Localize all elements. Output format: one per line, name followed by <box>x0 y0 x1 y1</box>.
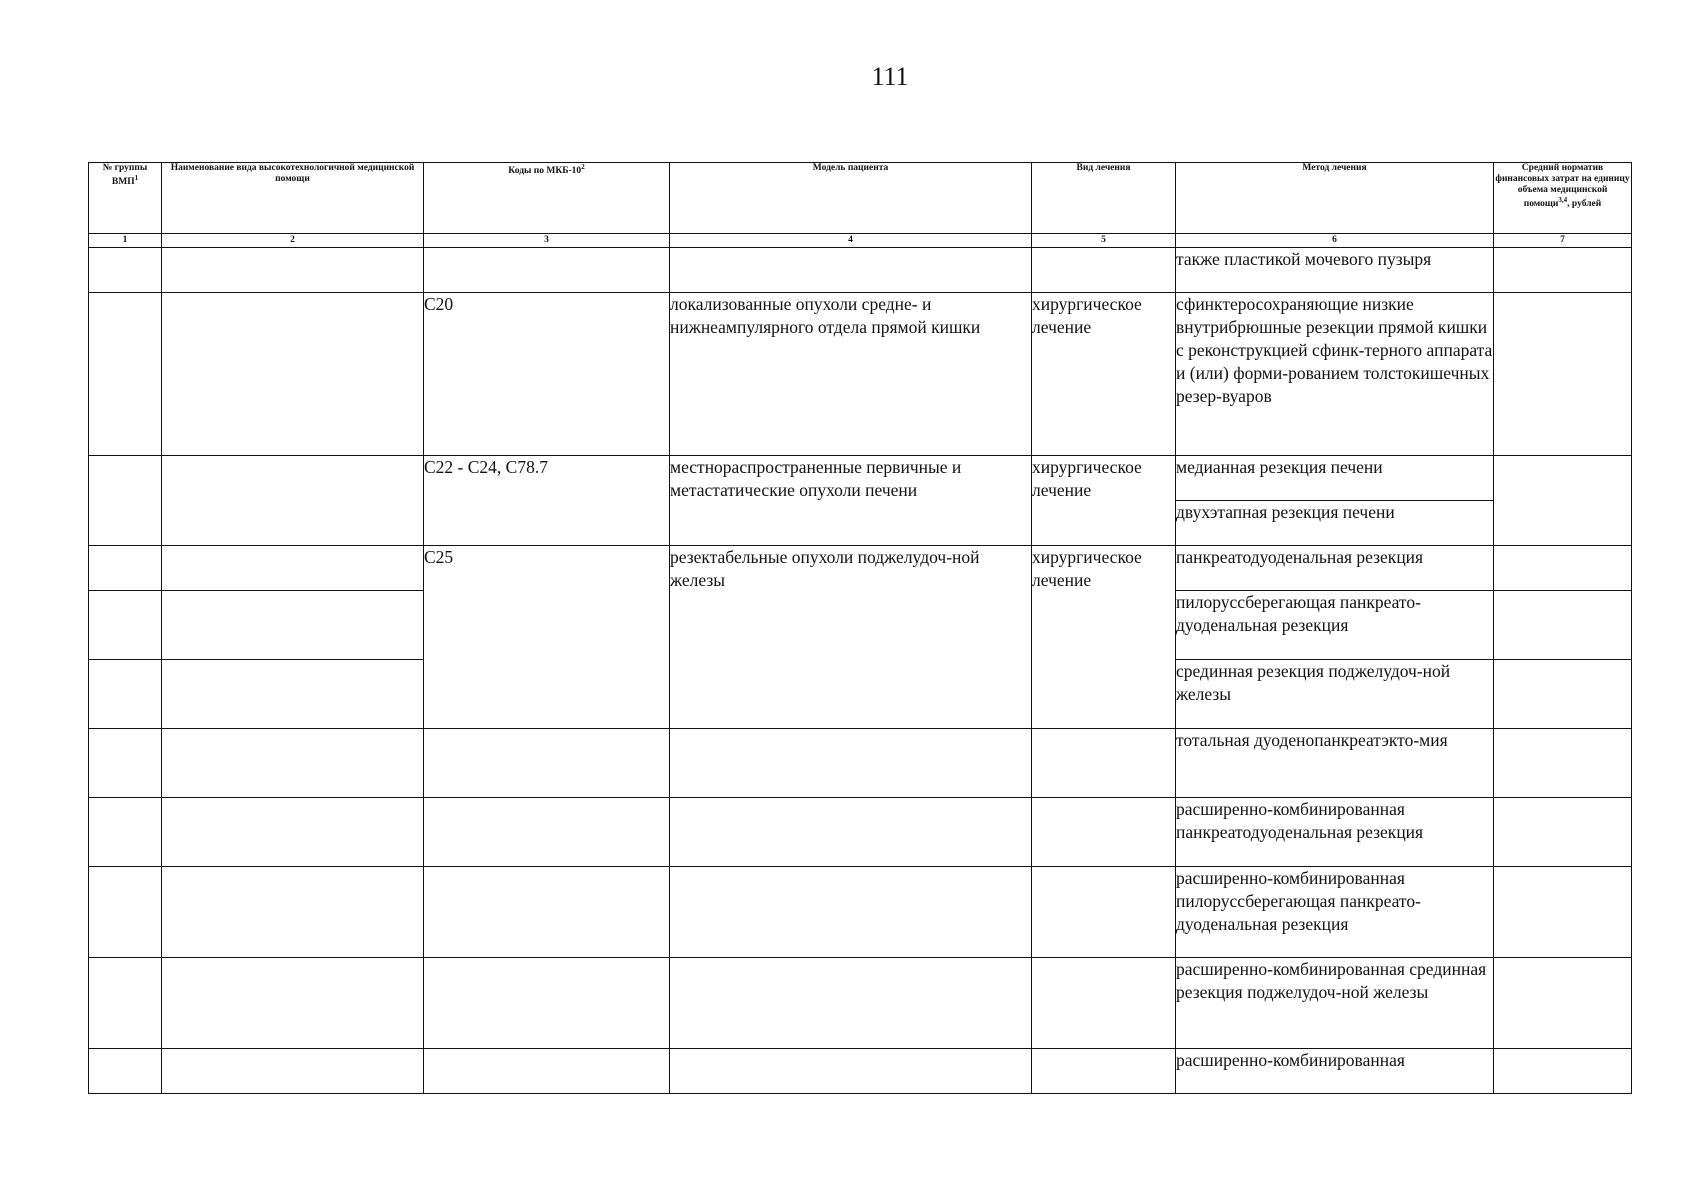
table-cell <box>162 591 424 660</box>
table-row <box>89 958 1632 1049</box>
table-cell <box>424 867 670 958</box>
table-cell <box>89 1049 162 1094</box>
treatment-method-cell: сфинктеросохраняющие низкие внутрибрюшные резекции прямой кишки с реконструкцией сфинк-терного аппарата и (или) форми-рованием толстокишечных резер-вуаров <box>1176 293 1494 456</box>
header-group-number: № группы ВМП$^1$ <box>89 163 162 234</box>
column-number: 4 <box>670 234 1032 248</box>
treatment-method-cell: срединная резекция поджелудоч-ной железы <box>1176 660 1494 729</box>
patient-model-cell: местнораспространенные первичные и метастатические опухоли печени <box>670 456 1032 546</box>
column-number: 6 <box>1176 234 1494 248</box>
table-cell <box>162 958 424 1049</box>
header-treatment-type: Вид лечения <box>1032 163 1176 234</box>
table-cell <box>1032 248 1176 293</box>
column-number-row <box>89 234 1632 248</box>
table-row <box>89 867 1632 958</box>
treatment-method-cell: медианная резекция печени <box>1176 456 1494 501</box>
table-cell <box>424 248 670 293</box>
header-icd-codes: Коды по МКБ-$10^2$ <box>424 163 670 234</box>
column-number: 3 <box>424 234 670 248</box>
table-cell <box>89 456 162 546</box>
header-care-type: Наименование вида высокотехнологичной медицинской помощи <box>162 163 424 234</box>
table-cell <box>1494 958 1632 1049</box>
table-cell <box>670 1049 1032 1094</box>
header-treatment-method: Метод лечения <box>1176 163 1494 234</box>
column-number: 1 <box>89 234 162 248</box>
table-cell <box>89 293 162 456</box>
table-cell <box>1494 867 1632 958</box>
table-cell <box>670 798 1032 867</box>
table-row <box>89 729 1632 798</box>
treatment-method-cell: пилоруссберегающая панкреато-дуоденальная резекция <box>1176 591 1494 660</box>
table-cell <box>162 248 424 293</box>
table-cell <box>162 798 424 867</box>
treatment-method-cell: расширенно-комбинированная <box>1176 1049 1494 1094</box>
table-cell <box>424 1049 670 1094</box>
header-cost-standard: Средний норматив финансовых затрат на единицу объема медицинской помощи$^{3,4}$, рублей <box>1494 163 1632 234</box>
treatment-type-cell: хирургическое лечение <box>1032 456 1176 546</box>
table-cell <box>162 729 424 798</box>
column-number: 2 <box>162 234 424 248</box>
table-cell <box>162 660 424 729</box>
icd-code-cell: C22 - C24, C78.7 <box>424 456 670 546</box>
table-cell <box>1494 546 1632 591</box>
table-cell <box>89 591 162 660</box>
treatment-method-cell: также пластикой мочевого пузыря <box>1176 248 1494 293</box>
column-number: 5 <box>1032 234 1176 248</box>
treatment-type-cell: хирургическое лечение <box>1032 546 1176 729</box>
icd-code-cell: C20 <box>424 293 670 456</box>
icd-code-cell: C25 <box>424 546 670 729</box>
table-row <box>89 1049 1632 1094</box>
table-cell <box>89 248 162 293</box>
table-cell <box>1494 456 1632 546</box>
table-cell <box>1032 867 1176 958</box>
table-cell <box>89 798 162 867</box>
table-cell <box>89 958 162 1049</box>
table-cell <box>1494 591 1632 660</box>
table-cell <box>670 248 1032 293</box>
table-row <box>89 248 1632 293</box>
table-row <box>89 456 1632 501</box>
table-cell <box>89 729 162 798</box>
table-cell <box>162 456 424 546</box>
treatment-method-cell: расширенно-комбинированная панкреатодуоденальная резекция <box>1176 798 1494 867</box>
table-cell <box>1032 729 1176 798</box>
table-cell <box>424 798 670 867</box>
table-cell <box>1494 1049 1632 1094</box>
table-cell <box>670 729 1032 798</box>
table-cell <box>1494 798 1632 867</box>
treatment-type-cell: хирургическое лечение <box>1032 293 1176 456</box>
table-cell <box>1494 248 1632 293</box>
table-cell <box>1032 798 1176 867</box>
table-cell <box>89 867 162 958</box>
patient-model-cell: локализованные опухоли средне- и нижнеампулярного отдела прямой кишки <box>670 293 1032 456</box>
table-cell <box>89 546 162 591</box>
table-cell <box>670 867 1032 958</box>
treatment-table <box>88 162 1632 1094</box>
treatment-method-cell: расширенно-комбинированная пилоруссберегающая панкреато-дуоденальная резекция <box>1176 867 1494 958</box>
table-row <box>89 546 1632 591</box>
treatment-method-cell: панкреатодуоденальная резекция <box>1176 546 1494 591</box>
table-cell <box>1494 729 1632 798</box>
column-number: 7 <box>1494 234 1632 248</box>
table-row <box>89 293 1632 456</box>
header-patient-model: Модель пациента <box>670 163 1032 234</box>
table-cell <box>1494 660 1632 729</box>
treatment-method-cell: расширенно-комбинированная срединная резекция поджелудоч-ной железы <box>1176 958 1494 1049</box>
table-cell <box>162 293 424 456</box>
table-cell <box>670 958 1032 1049</box>
treatment-method-cell: тотальная дуоденопанкреатэкто-мия <box>1176 729 1494 798</box>
patient-model-cell: резектабельные опухоли поджелудоч-ной железы <box>670 546 1032 729</box>
table-cell <box>424 958 670 1049</box>
table-row <box>89 798 1632 867</box>
table-cell <box>1032 1049 1176 1094</box>
table-cell <box>1032 958 1176 1049</box>
treatment-method-cell: двухэтапная резекция печени <box>1176 501 1494 546</box>
table-cell <box>89 660 162 729</box>
table-cell <box>424 729 670 798</box>
table-cell <box>1494 293 1632 456</box>
page-number: 111 <box>871 62 909 91</box>
header-row <box>89 163 1632 234</box>
table-cell <box>162 1049 424 1094</box>
table-cell <box>162 546 424 591</box>
table-cell <box>162 867 424 958</box>
